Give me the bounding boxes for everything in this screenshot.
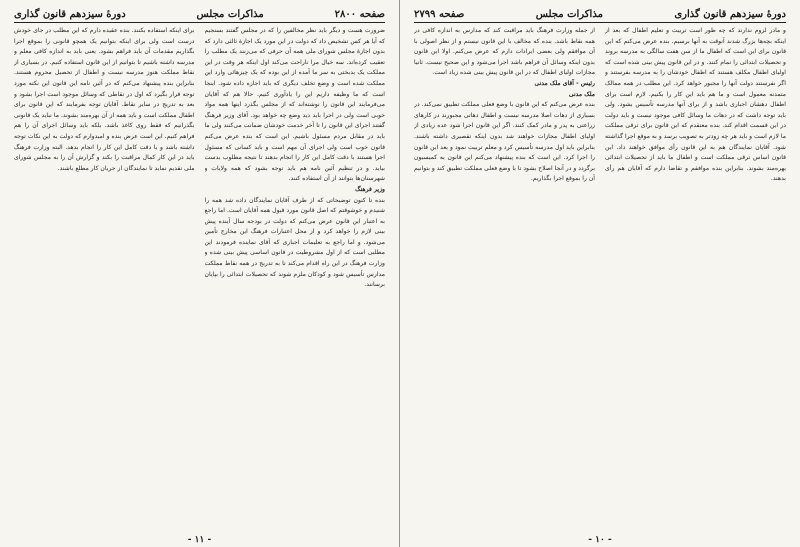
- header-session: دورهٔ سیزدهم قانون گذاری: [674, 9, 786, 20]
- header-title: مذاکرات مجلس: [535, 9, 603, 20]
- page-header: [14, 6, 385, 23]
- header-session: دورهٔ سیزدهم قانون گذاری: [14, 9, 126, 20]
- speaker-heading: رئیس - آقای ملک مدنی: [534, 79, 595, 87]
- paragraph: بنده تا کنون توضیحاتی که از طرف آقایان نمایندگان داده شد همه را شنیدم و خوشوقتم که اصل قانون مورد قبول همه آقایان است. اما راجع به اعتبار این قانون عرض می‌کنم که دولت در بودجه سال آینده پیش بینی لازم را خواهد کرد و از محل اعتبارات فرهنگ این مخارج تأمین می‌شود. و اما راجع به تعلیمات اجباری که آقای نماینده فرمودند این مطلبی است که از اول مشروطیت در قانون اساسی پیش بینی شده و وزارت فرهنگ در این راه اقدام می‌کند تا به تدریج در همه نقاط مملکت مدارس تأسیس شود و کودکان ملزم شوند که تحصیلات ابتدائی را بپایان برسانند.: [204, 196, 385, 289]
- page-number-label: صفحه ۲۸۰۰: [334, 9, 385, 20]
- text-column-right: [205, 26, 386, 536]
- speaker-name: ملک مدنی: [568, 90, 595, 98]
- header-title: مذاکرات مجلس: [196, 9, 264, 20]
- speaker-heading: وزیر فرهنگ: [355, 185, 385, 193]
- text-column-left: [414, 26, 595, 536]
- paragraph: برای اینکه استفاده بکنند. بنده عقیده دارم که این مطلب در جای خودش درست است ولی برای اینکه بتوانیم یک همچو قانونی را بموقع اجرا بگذاریم مقدمات آن باید فراهم بشود. یعنی باید به اندازه کافی معلم و مدرسه داشته باشیم تا بتوانیم از این قانون استفاده کنیم. در بسیاری از نقاط مملکت هنوز مدرسه نیست و اطفال از تحصیل محروم هستند. بنابراین بنده پیشنهاد می‌کنم که در آئین نامه این قانون این نکته مورد توجه قرار بگیرد که اول در نقاطی که وسائل موجود است اجرا بشود و بعد به تدریج در سایر نقاط. آقایان توجه بفرمایند که این قانون برای اطفال مملکت است و باید همه از آن بهره‌مند بشوند. ما نباید یک قانونی بگذرانیم که فقط روی کاغذ باشد. بلکه باید وسائل اجرای آن را هم فراهم کنیم. این است عرض بنده و امیدوارم که دولت به این نکات توجه داشته باشد و با دقت کامل این کار را انجام بدهد. البته وزارت فرهنگ باید در این کار کمال مراقبت را بکند و گزارش آن را به مجلس شورای ملی تقدیم نماید تا نمایندگان از جریان کار مطلع باشند.: [14, 27, 195, 172]
- page-header: [414, 6, 786, 23]
- paragraph: از جمله وزارت فرهنگ باید مراقبت کند که مدارس به اندازه کافی در همه نقاط باشد. بنده که مخالف با این قانون نیستم و از نظر اصولی با آن موافقم ولی بعضی ایرادات دارم که عرض می‌کنم. اولا این قانون بدون اینکه وسائل آن فراهم باشد اجرا می‌شود و این صحیح نیست. ثانیا مجازات اولیای اطفال که در این قانون پیش بینی شده زیاد است.: [414, 27, 595, 77]
- page-number-label: صفحه ۲۷۹۹: [414, 9, 465, 20]
- text-column-left: [14, 26, 195, 536]
- page-footer: - ۱۱ -: [187, 535, 212, 545]
- text-columns: [14, 26, 385, 536]
- text-columns: [414, 26, 786, 536]
- right-page: [400, 0, 800, 547]
- paragraph: بنده عرض می‌کنم که این قانون با وضع فعلی مملکت تطبیق نمی‌کند. در بسیاری از دهات اصلا مدرسه نیست و اطفال دهاتی مجبورند در کارهای زراعتی به پدر و مادر کمک کنند. اگر این قانون اجرا شود عده زیادی از اولیای اطفال مجازات خواهند شد بدون اینکه تقصیری داشته باشند. بنابراین باید اول مدرسه تأسیس کرد و معلم تربیت نمود و بعد این قانون را اجرا کرد. این است که بنده پیشنهاد می‌کنم این قانون به کمیسیون برگردد و در آنجا اصلاح بشود تا با وضع فعلی مملکت تطبیق کند و بتوانیم آن را بموقع اجرا بگذاریم.: [414, 101, 595, 183]
- text-column-right: [605, 26, 786, 536]
- paragraph: و مادر لزوم ندارند که چه طور است تربیت و تعلیم اطفال که بعد از اینکه بچه‌ها بزرگ شدند آنوقت به آنها برسیم. بنده عرض می‌کنم که این قانون برای این است که اطفال ما از سن هفت سالگی به مدرسه بروند و تحصیلات ابتدائی را تمام کنند. و در این قانون پیش بینی شده است که اولیای اطفال مکلف هستند که اطفال خودشان را به مدرسه بفرستند و اگر نفرستند دولت آنها را مجبور خواهد کرد. این مطلب در همه ممالک متمدنه معمول است و ما هم باید این کار را بکنیم. لازم است برای اطفال دهشان اجباری باشد و از برای آنها مدرسه تأسیس بشود. ولی باید توجه داشت که در دهات ما وسائل کافی موجود نیست و باید دولت در این قسمت اقدام کند. بنده معتقدم که این قانون برای ترقی مملکت ما لازم است و باید هر چه زودتر به تصویب برسد و به موقع اجرا گذاشته شود. آقایان نمایندگان هم به این قانون رأی موافق خواهند داد. این قانون اساس ترقی مملکت است و اطفال ما باید از تحصیلات ابتدائی بهره‌مند بشوند. بنابراین بنده موافقم و تقاضا دارم که آقایان هم رأی بدهند.: [605, 27, 786, 183]
- paragraph: ضرورت هست و دیگر باید نظر مخالفین را که در مجلس گفتند بسنجیم که آیا هر کس تشخیص داد که دولت در این مورد یک اجازهٔ ثالثی دارد که بدون اجازهٔ مجلس شورای ملی همه آن حرفی که می‌زنند یک مطلب را تعقیب کرده‌اند. سه خیال مرا ناراحت می‌کند اول اینکه هر وقت در این مملکت یک بدبختی به سر ما آمده از این بوده که یک چیزهائی وارد این مملکت شده است و وضع تخلف دیگری که باید اجازه داده شود. اینجا است که ما وظیفه داریم این را یادآوری کنیم. حالا هم که آقایان می‌فرمایند این قانون را نوشته‌اند که از مجلس بگذرد اینها همه مواد خوبی است ولی در اجرا باید دید وضع چه خواهد بود. آقای وزیر فرهنگ گفتند اجرای این قانون را تا آخر خدمت خودشان ضمانت می‌کنند ولی ما باید در مقابل مردم مسئول باشیم. این است که بنده عرض می‌کنم قانون خوب است ولی اجرای آن مهم است و باید کسانی که مسئول اجرا هستند با دقت کامل این کار را انجام بدهند تا نتیجه مطلوب بدست بیاید. و در تنظیم آئین نامه هم باید توجه بشود که همه ولایات و شهرستان‌ها بتوانند از آن استفاده کنند.: [204, 27, 385, 183]
- page-footer: - ۱۰ -: [588, 535, 612, 545]
